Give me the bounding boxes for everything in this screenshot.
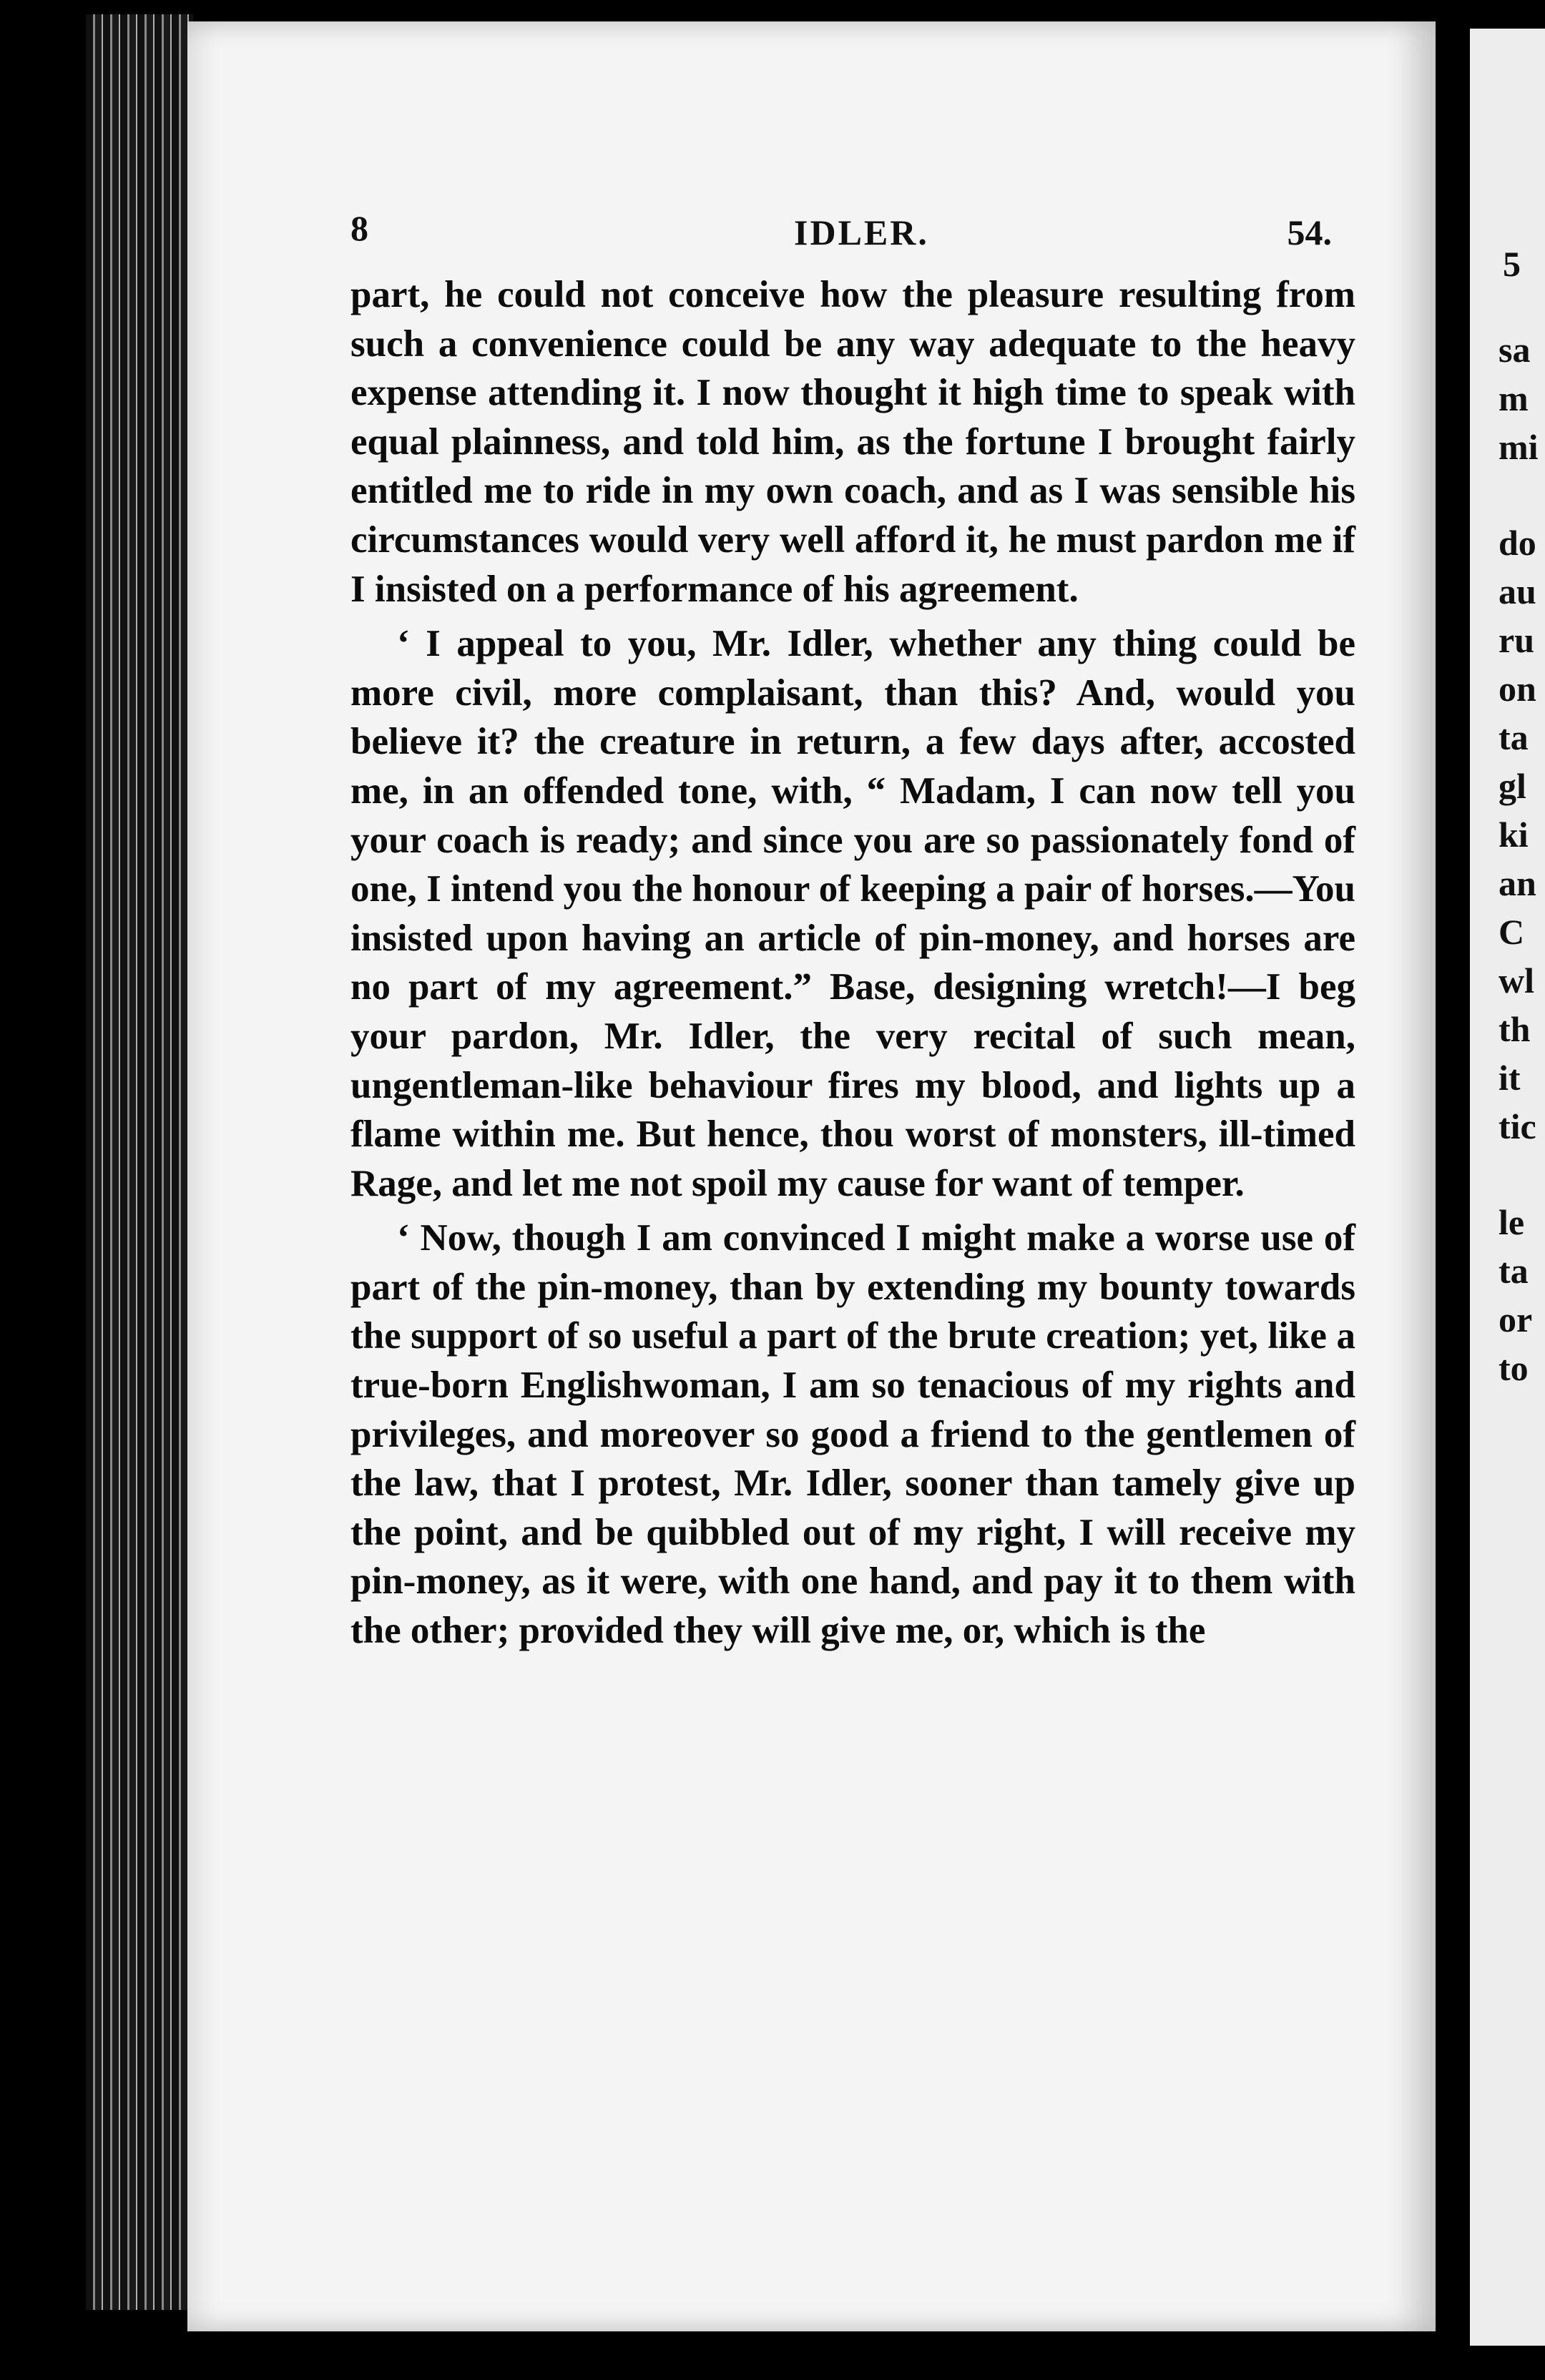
facing-fragment: sa — [1499, 330, 1531, 370]
essay-number: 54. — [1287, 212, 1332, 252]
paragraph-2: ‘ I appeal to you, Mr. Idler, whether any thing could be more civil, more complaisant, than this? And, would you believe it? the creature in return, a few days after, accosted me, in an offended tone, with, “ Madam, I can now tell you your coach is ready; and since you are so passionately fond of one, I intend you the honour of keeping a pair of horses.—You insisted upon having an article of pin-money, and horses are no part of my agreement.” Base, designing wretch!—I beg your pardon, Mr. Idler, the very recital of such mean, ungentleman-like behaviour fires my blood, and lights up a flame within me. But hence, thou worst of monsters, ill-timed Rage, and let me not spoil my cause for want of temper. — [350, 623, 1355, 1204]
facing-fragment: 5 — [1503, 244, 1521, 284]
facing-fragment: ta — [1499, 717, 1529, 757]
facing-fragment: ru — [1499, 620, 1534, 660]
facing-fragment: tic — [1499, 1106, 1536, 1146]
running-header — [350, 207, 1352, 265]
page-edges — [86, 14, 193, 2310]
paragraph-1: part, he could not conceive how the pleasure resulting from such a convenience could be any way adequate to the heavy expense attending it. I now thought it high time to speak with equal plainness, and told him, as the fortune I brought fairly entitled me to ride in my own coach, and as I was sensible his circumstances would very well afford it, he must pardon me if I insisted on a performance of his agreement. — [350, 274, 1355, 610]
facing-fragment: do — [1499, 523, 1536, 563]
facing-fragment: on — [1499, 669, 1536, 709]
facing-fragment: au — [1499, 571, 1536, 611]
facing-fragment: mi — [1499, 427, 1539, 467]
running-title: IDLER. — [794, 212, 929, 252]
facing-fragment: th — [1499, 1009, 1531, 1049]
facing-fragment: to — [1499, 1348, 1529, 1388]
facing-fragment: or — [1499, 1299, 1533, 1339]
facing-page — [1470, 29, 1545, 2346]
facing-fragment: wl — [1499, 960, 1534, 1000]
facing-fragment: le — [1499, 1202, 1525, 1242]
facing-fragment: an — [1499, 863, 1536, 903]
page-number: 8 — [350, 208, 368, 248]
body-text — [350, 270, 1355, 1656]
facing-fragment: ta — [1499, 1251, 1529, 1291]
facing-fragment: gl — [1499, 766, 1526, 806]
facing-fragment: it — [1499, 1058, 1521, 1098]
paragraph-3: ‘ Now, though I am convinced I might make a worse use of part of the pin-money, than by extending my bounty towards the support of so useful a part of the brute creation; yet, like a true-born Englishwoman, I am so tenacious of my rights and privileges, and moreover so good a friend to the gentlemen of the law, that I protest, Mr. Idler, sooner than tamely give up the point, and be quibbled out of my right, I will receive my pin-money, as it were, with one hand, and pay it to them with the other; provided they will give me, or, which is the — [350, 1217, 1355, 1652]
facing-fragment: ki — [1499, 815, 1529, 855]
facing-fragment: m — [1499, 378, 1529, 418]
facing-fragment: C — [1499, 912, 1525, 952]
